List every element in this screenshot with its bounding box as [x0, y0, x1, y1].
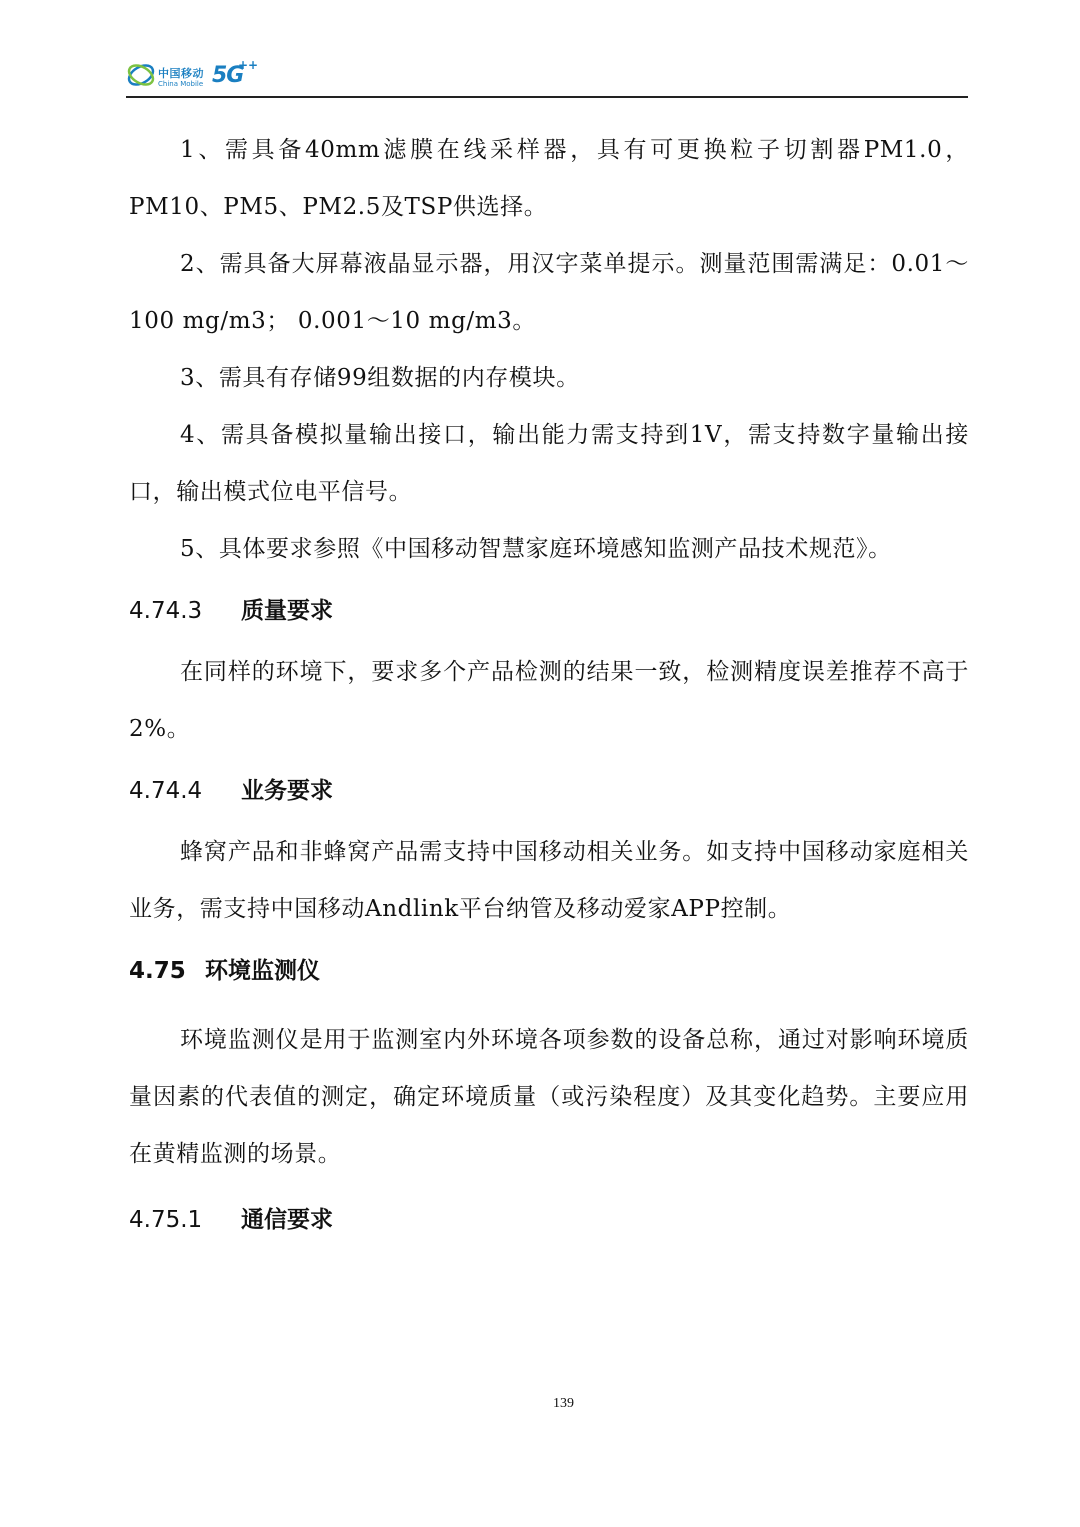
section-title: 环境监测仪: [205, 958, 320, 984]
paragraph-item-4: 4、需具备模拟量输出接口，输出能力需支持到1V，需支持数字量输出接口，输出模式位电平信号。: [129, 422, 969, 505]
china-mobile-emblem-icon: [126, 60, 156, 90]
page-number: 139: [553, 1396, 574, 1411]
section-heading-4-75-1: [129, 1187, 969, 1253]
section-heading-4-74-4: [129, 758, 969, 824]
paragraph-item-2: 2、需具备大屏幕液晶显示器，用汉字菜单提示。测量范围需满足：0.01～100 mg/m3； 0.001～10 mg/m3。: [129, 251, 969, 334]
section-number: 4.74.3: [129, 598, 203, 624]
logo-english-text: China Mobile: [158, 80, 204, 88]
section-title: 质量要求: [241, 598, 333, 624]
paragraph-item-3: 3、需具有存储99组数据的内存模块。: [180, 365, 580, 391]
section-title: 通信要求: [241, 1207, 333, 1233]
paragraph-item-5: 5、具体要求参照《中国移动智慧家庭环境感知监测产品技术规范》。: [180, 536, 892, 562]
section-title: 业务要求: [241, 778, 333, 804]
logo-plus-text: ++: [238, 58, 259, 72]
logo-chinese-text: 中国移动: [158, 67, 204, 80]
section-heading-4-74-3: [129, 578, 969, 644]
document-body: [129, 122, 969, 1253]
paragraph-quality: 在同样的环境下，要求多个产品检测的结果一致，检测精度误差推荐不高于2%。: [129, 659, 969, 742]
china-mobile-logo: [126, 58, 259, 94]
section-number: 4.74.4: [129, 778, 203, 804]
section-heading-4-75: [129, 938, 969, 1004]
page-header: [126, 56, 968, 98]
section-number: 4.75.1: [129, 1207, 203, 1233]
paragraph-business: 蜂窝产品和非蜂窝产品需支持中国移动相关业务。如支持中国移动家庭相关业务，需支持中国移动Andlink平台纳管及移动爱家APP控制。: [129, 839, 969, 922]
paragraph-item-1: 1、需具备40mm滤膜在线采样器，具有可更换粒子切割器PM1.0，PM10、PM5、PM2.5及TSP供选择。: [129, 137, 969, 220]
paragraph-env-monitor: 环境监测仪是用于监测室内外环境各项参数的设备总称，通过对影响环境质量因素的代表值的测定，确定环境质量（或污染程度）及其变化趋势。主要应用在黄精监测的场景。: [129, 1027, 969, 1167]
logo-5g-text: 5G: [212, 63, 244, 88]
section-number: 4.75: [129, 958, 186, 984]
